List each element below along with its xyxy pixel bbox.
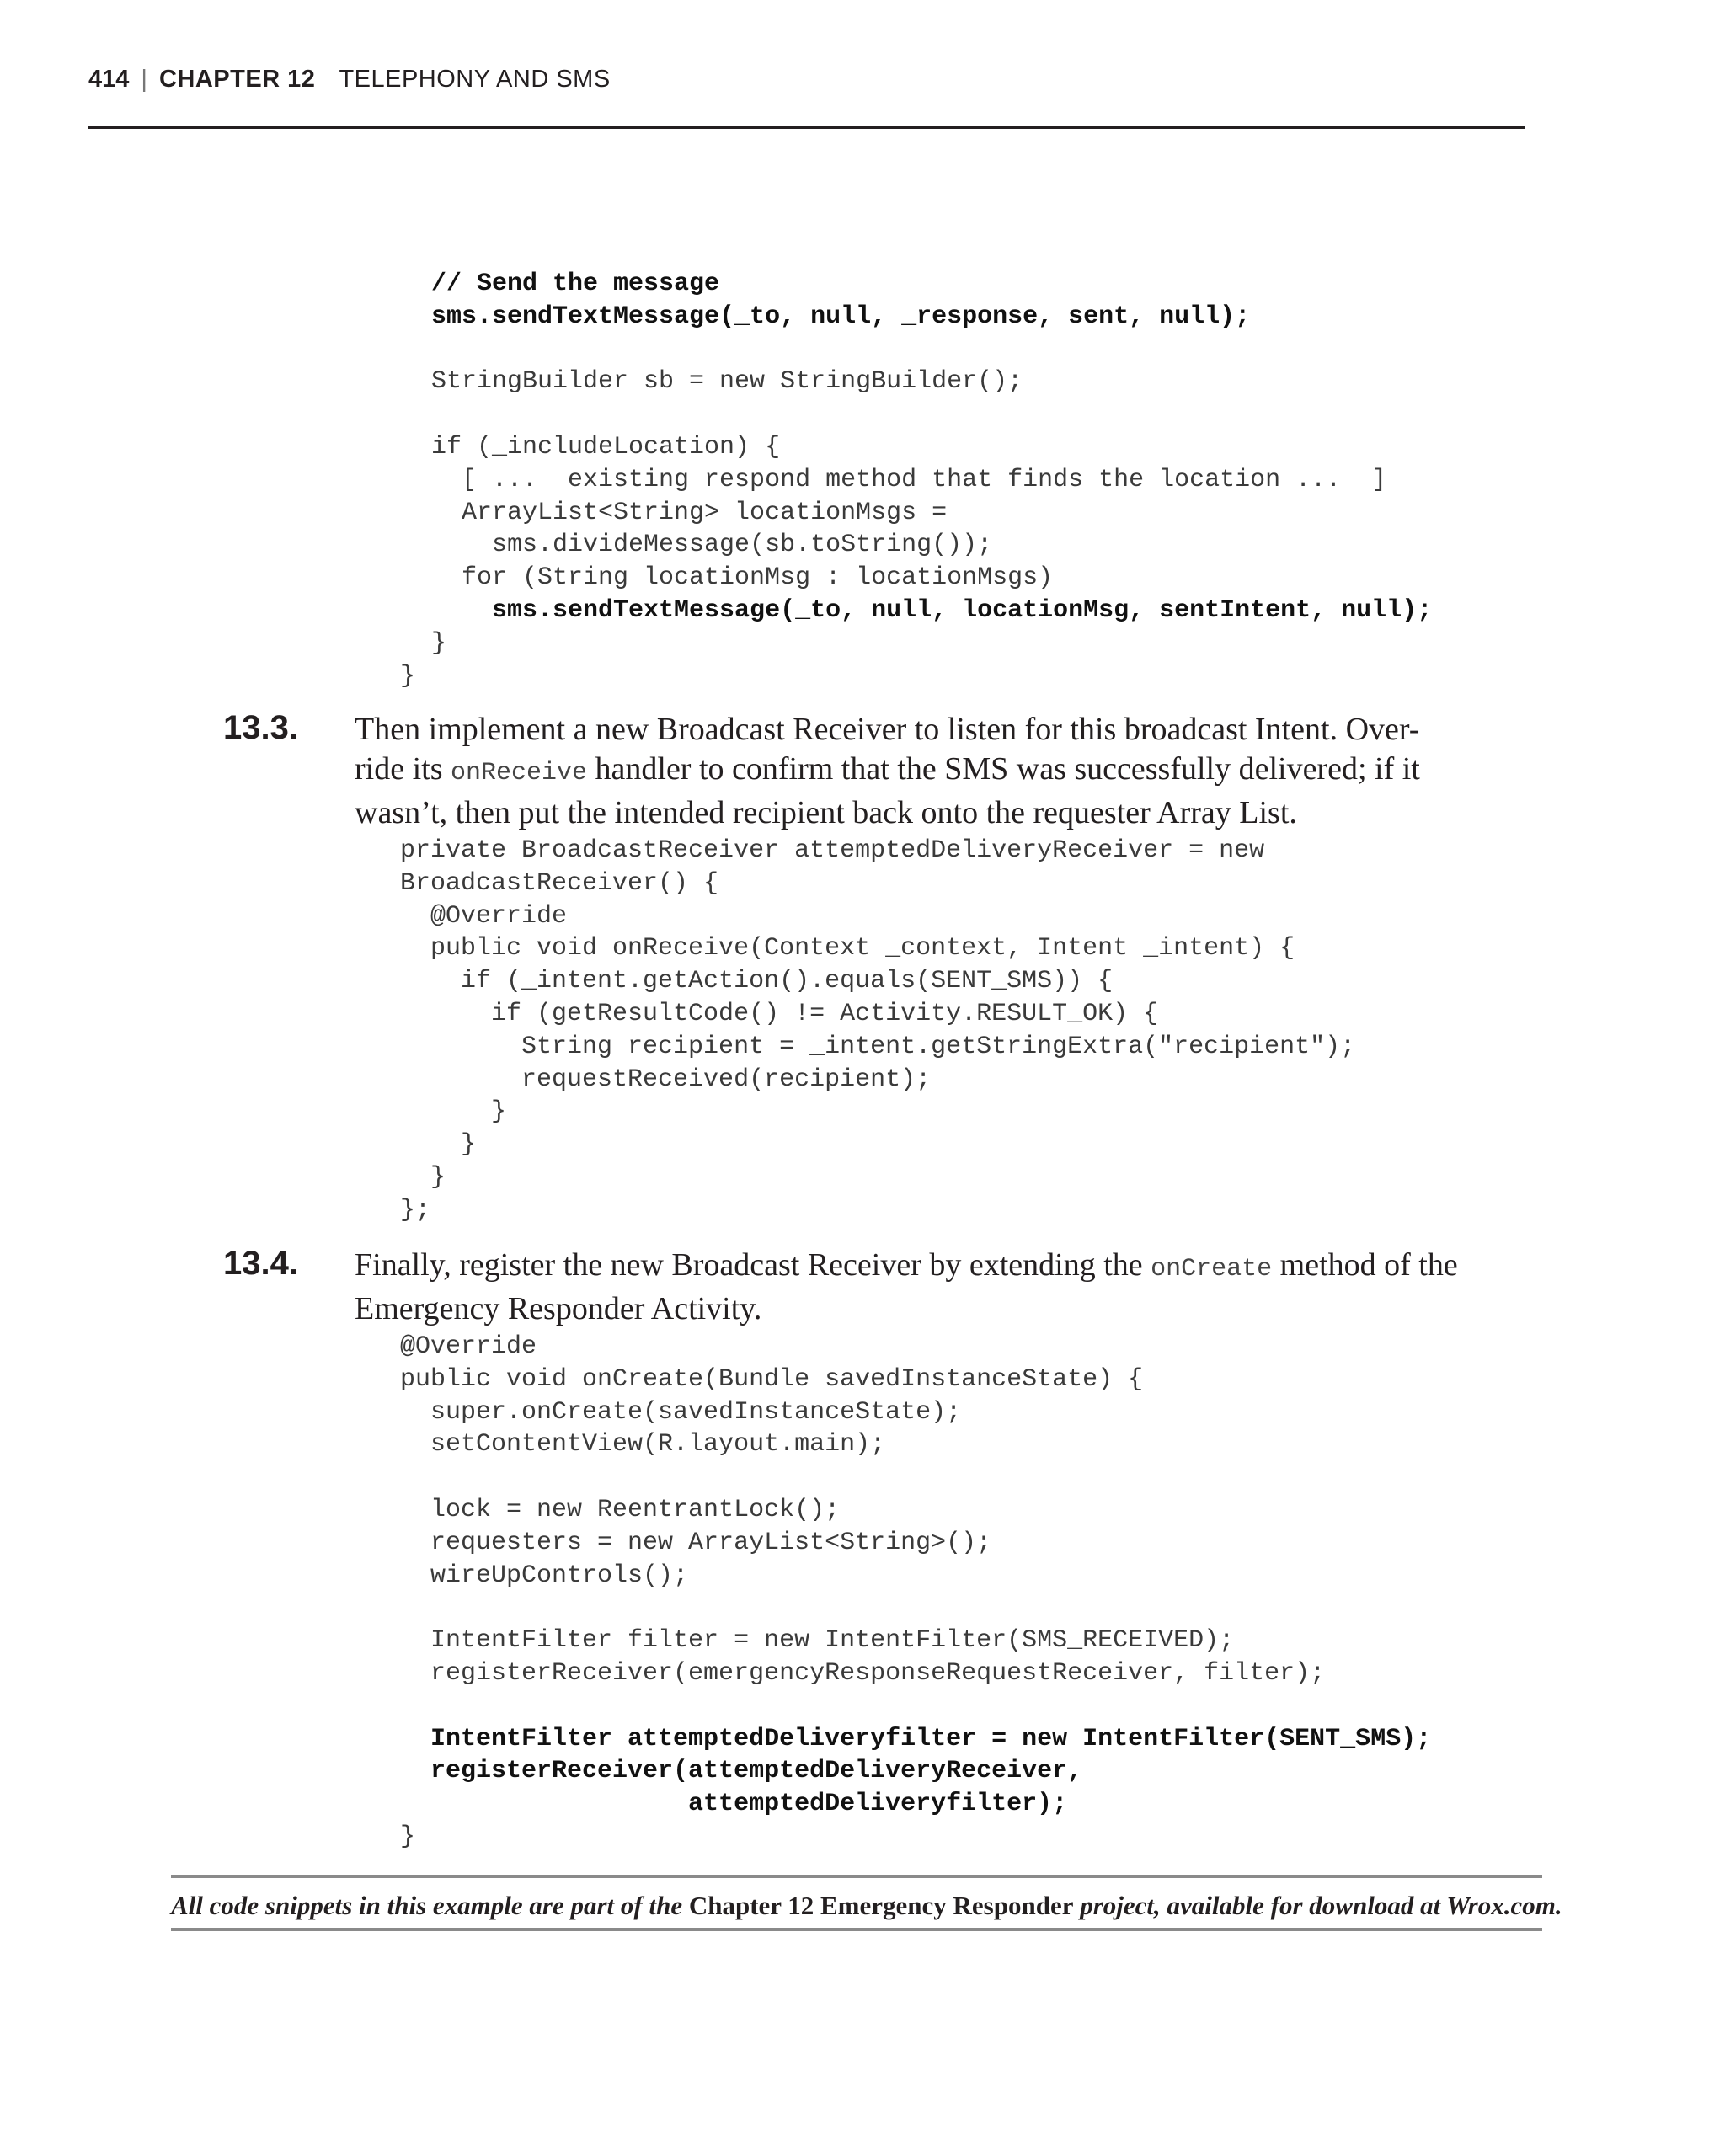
code-line [431,398,1432,431]
code-line: wireUpControls(); [400,1561,689,1590]
code-line: ArrayList<String> locationMsgs = [431,498,948,527]
code-block-send-message [400,268,1433,692]
header-rule [88,126,1525,129]
code-line: } [431,628,447,658]
code-line: requestReceived(recipient); [400,1065,932,1094]
code-line: StringBuilder sb = new StringBuilder(); [431,367,1023,397]
code-line: if (getResultCode() != Activity.RESULT_OK) { [400,999,1159,1028]
code-line: private BroadcastReceiver attemptedDeliveryReceiver = new [400,836,1265,865]
code-line: } [400,1822,416,1851]
code-line: registerReceiver(emergencyResponseRequestReceiver, filter); [400,1658,1326,1688]
header-separator: | [141,66,147,93]
code-line: public void onCreate(Bundle savedInstanceState) { [400,1364,1144,1394]
page-number: 414 [88,66,130,93]
chapter-label: CHAPTER 12 [158,66,316,93]
step-text-13-4-part1: Finally, register the new Broadcast Receiver by extending the [355,1247,1151,1283]
code-line: requesters = new ArrayList<String>(); [400,1528,992,1557]
step-text-13-4 [355,1246,1466,1329]
step-number-13-4: 13.4. [223,1245,298,1282]
code-line: sms.sendTextMessage(_to, null, locationMsg, sentIntent, null); [431,595,1433,625]
code-line: BroadcastReceiver() { [400,868,719,898]
footer-note-italic-1: All code snippets in this example are part of the [171,1891,689,1920]
code-line: registerReceiver(attemptedDeliveryReceiver, [400,1757,1083,1786]
footer-note-italic-2: project, available for download at Wrox.com. [1073,1891,1562,1920]
code-line: } [400,1162,446,1192]
code-line: } [400,1130,477,1160]
code-line: for (String locationMsg : locationMsgs) [431,563,1054,593]
code-line: setContentView(R.layout.main); [400,1430,886,1460]
code-line: IntentFilter attemptedDeliveryfilter = new IntentFilter(SENT_SMS); [400,1724,1432,1753]
footer-note [171,1891,1562,1921]
code-line: String recipient = _intent.getStringExtra("recipient"); [400,1032,1356,1061]
step-text-13-3-part2: handler to confirm that the SMS was successfully delivered; if it wasn’t, then put the intended recipient back onto the requester Array List. [355,751,1420,830]
code-line: // Send the message [431,270,720,298]
code-block-broadcast-receiver [400,835,1355,1227]
code-block-oncreate [400,1331,1431,1854]
code-line: @Override [400,1332,537,1361]
code-line: if (_includeLocation) { [431,432,781,462]
footer-rule-bottom [171,1928,1542,1931]
code-line: public void onReceive(Context _context, Intent _intent) { [400,934,1295,963]
chapter-title: TELEPHONY AND SMS [339,66,611,93]
code-line [400,1690,1431,1723]
code-line [400,1592,1431,1625]
inline-code-oncreate: onCreate [1151,1255,1273,1283]
footer-note-project-name: Chapter 12 Emergency Responder [688,1891,1074,1920]
code-line [431,334,1432,366]
code-line: lock = new ReentrantLock(); [400,1495,841,1524]
code-line: @Override [400,901,568,931]
step-text-13-3-part1: Then implement a new Broadcast Receiver to listen for this broadcast Intent. Over-ride its [355,712,1420,787]
code-line: }; [400,1195,431,1225]
step-number-13-3: 13.3. [223,709,298,746]
code-line: } [400,1097,507,1127]
code-line: } [400,661,416,691]
code-line: [ ... existing respond method that finds the location ... ] [431,465,1387,494]
footer-rule-top [171,1875,1542,1878]
inline-code-onreceive: onReceive [450,759,588,787]
step-text-13-4-part2: method of the Emergency Responder Activity. [355,1247,1458,1326]
code-line: if (_intent.getAction().equals(SENT_SMS)) { [400,967,1114,996]
code-line [400,1461,1431,1494]
code-line: sms.divideMessage(sb.toString()); [431,531,993,560]
step-text-13-3 [355,710,1466,833]
code-line: attemptedDeliveryfilter); [400,1790,1068,1819]
code-line: IntentFilter filter = new IntentFilter(SMS_RECEIVED); [400,1626,1235,1656]
running-header [88,66,611,93]
code-line: sms.sendTextMessage(_to, null, _response, sent, null); [431,302,1251,331]
code-line: super.onCreate(savedInstanceState); [400,1397,962,1427]
